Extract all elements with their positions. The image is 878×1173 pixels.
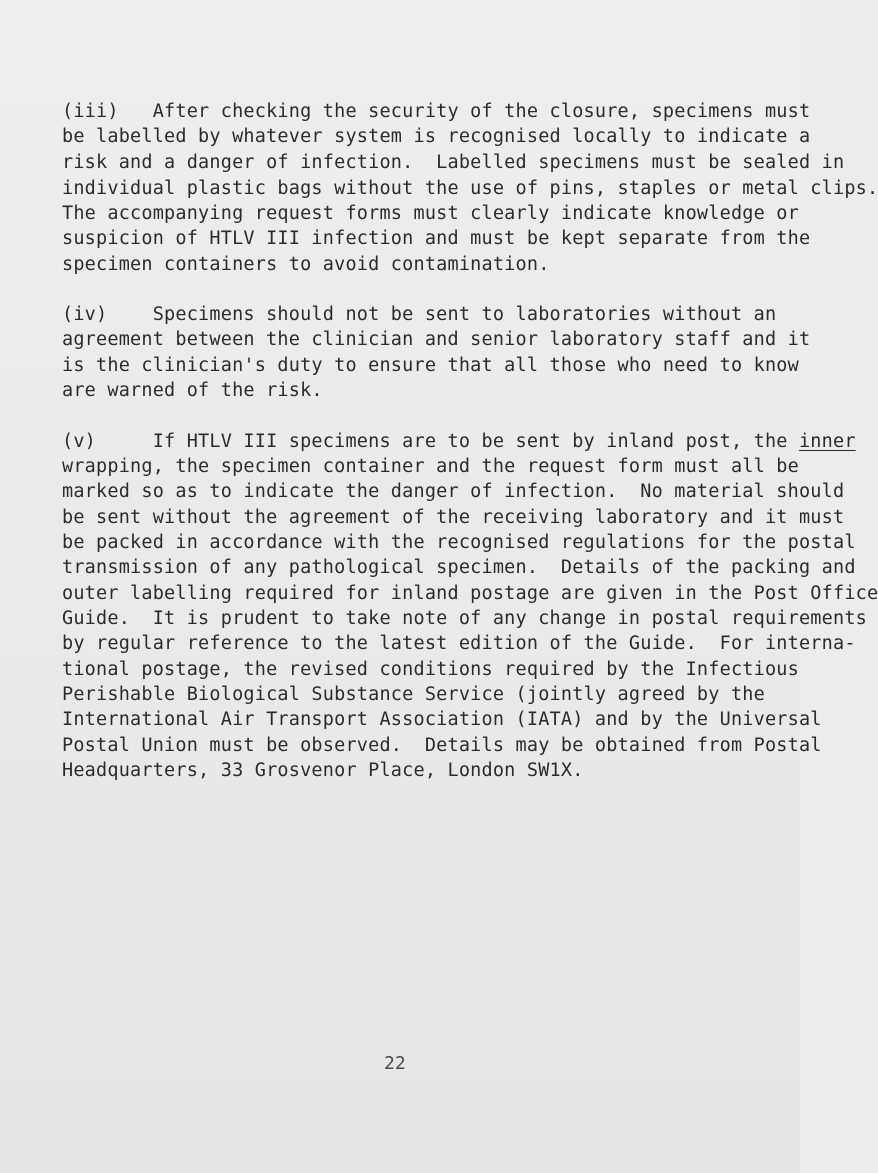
paragraph-v-line-5: be packed in accordance with the recognised regulations for the postal [62, 531, 856, 553]
paragraph-v-line-13: Postal Union must be observed. Details may be obtained from Postal [62, 734, 822, 756]
paragraph-iii-line-4: individual plastic bags without the use of pins, staples or metal clips. [62, 177, 878, 199]
paragraph-v-line-4: be sent without the agreement of the receiving laboratory and it must [62, 506, 845, 528]
paragraph-v-line-14: Headquarters, 33 Grosvenor Place, London SW1X. [62, 760, 584, 781]
paragraph-iii-line-2: be labelled by whatever system is recognised locally to indicate a [62, 126, 811, 148]
paragraph-v-line-9: by regular reference to the latest edition of the Guide. For interna- [62, 633, 856, 655]
paragraph-iv-line-4: are warned of the risk. [62, 379, 323, 401]
paragraph-v-line-3: marked so as to indicate the danger of infection. No material should [62, 481, 845, 503]
underlined-word-inner: inner [798, 430, 856, 452]
paragraph-iv-line-2: agreement between the clinician and senior laboratory staff and it [62, 329, 811, 351]
paragraph-v-line-2: wrapping, the specimen container and the request form must all be [62, 455, 799, 477]
paragraph-iii-line-6: suspicion of HTLV III infection and must be kept separate from the [62, 228, 811, 250]
paragraph-iii-line-5: The accompanying request forms must clearly indicate knowledge or [62, 203, 799, 224]
paragraph-v-line-12: International Air Transport Association (IATA) and by the Universal [62, 709, 822, 731]
paragraph-iii-line-7: specimen containers to avoid contamination. [62, 253, 550, 275]
paragraph-iii-line-3: risk and a danger of infection. Labelled specimens must be sealed in [62, 151, 845, 173]
paragraph-v-line-11: Perishable Biological Substance Service (jointly agreed by the [62, 684, 765, 705]
paragraph-v-line-7: outer labelling required for inland postage are given in the Post Office [62, 582, 878, 604]
paragraph-v-line-8: Guide. It is prudent to take note of any change in postal requirements [62, 607, 867, 629]
paragraph-v-line-1-text: (v) If HTLV III specimens are to be sent by inland post, the [62, 430, 799, 452]
paragraph-iv-line-1: (iv) Specimens should not be sent to laboratories without an [62, 303, 777, 325]
paragraph-v-line-6: transmission of any pathological specimen. Details of the packing and [62, 557, 856, 579]
paragraph-v-line-1 [62, 431, 856, 453]
paragraph-v-line-10: tional postage, the revised conditions required by the Infectious [62, 658, 799, 680]
paragraph-iv-line-3: is the clinician's duty to ensure that all those who need to know [62, 354, 799, 376]
paragraph-iii-line-1: (iii) After checking the security of the closure, specimens must [62, 101, 811, 122]
page-number: 22 [384, 1053, 406, 1074]
